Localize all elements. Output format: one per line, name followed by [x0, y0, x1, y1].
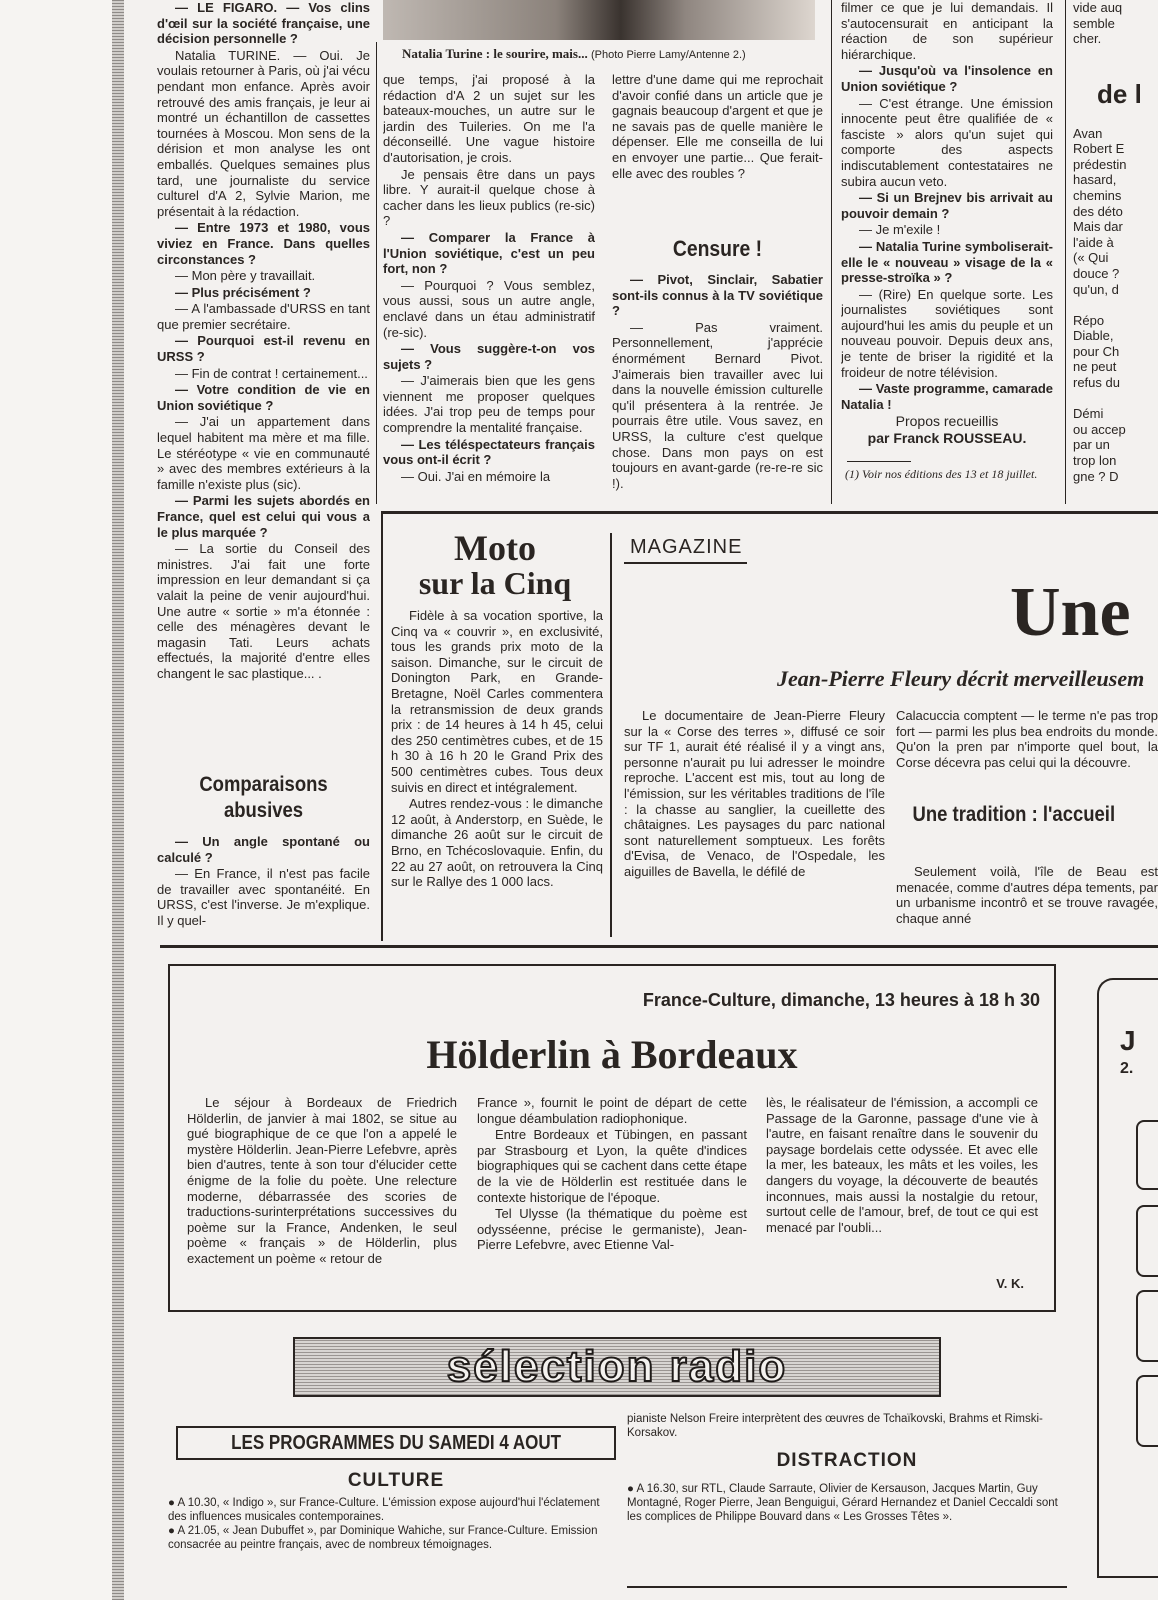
- magazine-column-1-text: Le documentaire de Jean-Pierre Fleury sur la « Corse des terres », diffusé ce soir sur TF 1, aurait été réalisé il y a vingt ans, personne n'aurait pu lui adresser le moindre reproche. L'accent est mis, tout au long de l'émission, sur les véritables traditions de l'île : la chasse au sanglier, la cueillette des châtaignes. Les paysages du parc national sont naturellement somptueux. Les forêts d'Evisa, de Venaco, de l'Ospedale, les aiguilles de Bavella, le défilé de: [624, 708, 885, 879]
- interview-question: — Pourquoi est-il revenu en URSS ?: [157, 333, 370, 365]
- edge-line: [1073, 47, 1158, 63]
- caption-credit: (Photo Pierre Lamy/Antenne 2.): [590, 49, 746, 61]
- interview-answer: — J'ai un appartement dans lequel habitent ma mère et ma fille. Le stéréotype « vie en communauté » avec des membres extérieurs à la famille n'existe plus (sic).: [157, 414, 370, 492]
- edge-line: (« Qui: [1073, 250, 1109, 266]
- magazine-subhead: Une tradition : l'accueil: [912, 803, 1116, 826]
- magazine-column-2b-text: Seulement voilà, l'île de Beau est menacée, comme d'autres dépa tements, par un urbanisme incontrô et se trouve ravagée, chaque anné: [896, 864, 1158, 926]
- interview-answer: — J'aimerais bien que les gens viennent me proposer quelques idées. J'ai trop peu de temps pour comprendre la mentalité française.: [383, 373, 595, 436]
- footnote-rule: [847, 461, 911, 462]
- interview-question: — Les téléspectateurs français vous ont-il écrit ?: [383, 436, 595, 468]
- photo-caption: [402, 46, 832, 62]
- interview-answer: — C'est étrange. Une émission innocente peut être qualifiée de « fasciste » alors qu'un sujet qui comporte des aspects indiscutablement contestataires ne subira aucun veto.: [841, 95, 1053, 189]
- holderlin-column-2b: Entre Bordeaux et Tübingen, en passant par Strasbourg et Lyon, la quête d'indices biographiques qui se cachent dans cette étape de la vie de Hölderlin est restituée dans le contexte historique de l'époque.: [477, 1127, 747, 1205]
- edge-line: [1073, 110, 1158, 126]
- edge-line: vide auq: [1073, 0, 1123, 15]
- distraction-label: DISTRACTION: [776, 1450, 918, 1471]
- right-box-letter: J: [1120, 1025, 1136, 1056]
- edge-line: Répo: [1073, 312, 1105, 328]
- byline-line-2: par Franck ROUSSEAU.: [867, 430, 1027, 446]
- interview-question: — Entre 1973 et 1980, vous viviez en France. Dans quelles circonstances ?: [157, 220, 370, 267]
- edge-line: gne ? D: [1073, 468, 1119, 484]
- subhead-comparaisons: Comparaisons abusives: [199, 773, 328, 822]
- edge-line: l'aide à: [1073, 234, 1114, 250]
- edge-line: trop lon: [1073, 453, 1117, 469]
- edge-line: Mais dar: [1073, 219, 1123, 235]
- distraction-item: ● A 16.30, sur RTL, Claude Sarraute, Olivier de Kersauson, Jacques Martin, Guy Montagné, Roger Pierre, Jean Benguigui, Gérard Hernandez et Daniel Ceccaldi sont les complices de Philippe Bouvard dans « Les Grosses Têtes ».: [627, 1483, 1058, 1523]
- interview-question: — Vaste programme, camarade Natalia !: [841, 381, 1053, 412]
- interview-question: — LE FIGARO. — Vos clins d'œil sur la société française, une décision personnelle ?: [157, 0, 370, 47]
- edge-line: [1073, 62, 1158, 78]
- edge-line: par un: [1073, 437, 1110, 453]
- interview-column-1b: [157, 834, 370, 934]
- edge-line: semble: [1073, 15, 1115, 31]
- edge-line: Avan: [1073, 125, 1103, 141]
- right-box-number: 2.: [1120, 1060, 1134, 1077]
- moto-paragraph: Autres rendez-vous : le dimanche 12 août, à Anderstorp, en Suède, le dimanche 26 août sur le circuit de Brno, en Tchécoslovaquie. Enfin, du 22 au 27 août, on retrouvera la Cinq sur le Rallye des 1 000 lacs.: [391, 796, 603, 890]
- programmes-title: LES PROGRAMMES DU SAMEDI 4 AOUT: [231, 1431, 561, 1454]
- edge-line: pour Ch: [1073, 343, 1120, 359]
- column-rule: [610, 533, 612, 937]
- interview-question: — Parmi les sujets abordés en France, quel est celui qui vous a le plus marquée ?: [157, 493, 370, 540]
- section-rule: [160, 945, 1158, 948]
- interview-answer: Je pensais être dans un pays libre. Y aurait-il quelque chose à cacher dans les lieux publics (re-sic) ?: [383, 166, 595, 229]
- interview-column-3b: [612, 272, 823, 504]
- edge-line: refus du: [1073, 375, 1120, 391]
- subhead-censure: Censure !: [672, 236, 763, 261]
- edge-line: hasard,: [1073, 172, 1117, 188]
- column-rule: [1065, 0, 1066, 504]
- interview-question: — Vous suggère-t-on vos sujets ?: [383, 341, 595, 372]
- interview-byline: [841, 413, 1053, 449]
- selection-radio-title: sélection radio: [446, 1342, 788, 1391]
- radio-bottom-rule: [627, 1586, 1067, 1588]
- interview-question: — Votre condition de vie en Union soviétique ?: [157, 382, 370, 413]
- right-box-tab: [1136, 1205, 1158, 1277]
- interview-photo: [383, 0, 815, 40]
- magazine-label: MAGAZINE: [630, 536, 743, 558]
- page-margin: [0, 0, 112, 1600]
- interview-column-2: [383, 72, 595, 504]
- magazine-column-2: [896, 708, 1158, 772]
- section-rule-left: [381, 511, 383, 941]
- holderlin-column-2c: Tel Ulysse (la thématique du poème est odysséenne, précise le germaniste), Jean-Pierre Lefebvre, avec Etienne Val-: [477, 1206, 747, 1253]
- magazine-column-2-text: Calacuccia comptent — le terme n'e pas trop fort — parmi les plus bea endroits du monde. Qu'on la pren par n'importe quel bout, la Corse décevra pas celui qui la découvre.: [896, 708, 1158, 770]
- holderlin-signature: V. K.: [996, 1276, 1024, 1291]
- moto-article: [391, 608, 603, 934]
- right-box-tab: [1136, 1120, 1158, 1190]
- edge-line: qu'un, d: [1073, 281, 1119, 297]
- interview-answer: — Oui. J'ai en mémoire la: [401, 468, 551, 484]
- holderlin-column-3-text: lès, le réalisateur de l'émission, a accompli ce Passage de la Garonne, passage d'une vie à l'autre, en faisant renaître dans le souvenir du paysage bordelais cette odyssée. Et avec elle la mer, les bateaux, les mâts et les voiles, les dangers du voyage, la découverte de beautés inconnues, mais aussi la nostalgie du retour, surtout celle de l'amour, bref, de tout ce qui est menacé par l'oubli...: [766, 1095, 1038, 1235]
- right-box-tab: [1136, 1290, 1158, 1362]
- caption-text: Natalia Turine : le sourire, mais...: [402, 46, 588, 61]
- magazine-headline: Une: [1010, 574, 1131, 651]
- interview-answer: filmer ce que je lui demandais. Il s'autocensurait en anticipant la réaction de son supérieur hiérarchique.: [841, 0, 1053, 62]
- interview-column-3: [612, 72, 823, 228]
- edge-line: Diable,: [1073, 328, 1114, 344]
- interview-answer: — Fin de contrat ! certainement...: [175, 365, 368, 381]
- edge-line: des déto: [1073, 203, 1123, 219]
- edge-line: [1073, 391, 1158, 407]
- halftone-strip: [112, 0, 124, 1600]
- magazine-column-2b: [896, 864, 1158, 928]
- interview-column-4: [841, 0, 1053, 414]
- holderlin-kicker: France-Culture, dimanche, 13 heures à 18 h 30: [642, 990, 1040, 1010]
- interview-question: — Plus précisément ?: [175, 284, 311, 300]
- interview-answer: — (Rire) En quelque sorte. Les journalistes soviétiques sont aujourd'hui les amis du peuple et un nouveau pouvoir. Depuis deux ans, je tente de briser la rigidité et la froideur de notre télévision.: [841, 286, 1053, 380]
- edge-line: ou accep: [1073, 421, 1126, 437]
- interview-answer: — Mon père y travaillait.: [175, 268, 316, 284]
- edge-line: ne peut: [1073, 359, 1117, 375]
- interview-answer: — Pas vraiment. Personnellement, j'apprécie énormément Bernard Pivot. J'aimerais bien travailler avec lui dans la nouvelle émission culturelle qu'il présentera à la rentrée. Je pourrais être utile. Vous savez, en URSS, la culture c'est quelque chose. Dans mon pays on est toujours en avant-garde (re-re-re sic !).: [612, 319, 823, 491]
- holderlin-title: Hölderlin à Bordeaux: [426, 1032, 798, 1077]
- interview-answer: — A l'ambassade d'URSS en tant que premier secrétaire.: [157, 301, 370, 332]
- moto-paragraph: Fidèle à sa vocation sportive, la Cinq va « couvrir », en exclusivité, tous les grands prix moto de la saison. Dimanche, sur le circuit de Donington Park, en Grande-Bretagne, Noël Carles commentera la retransmission de deux grands prix : de 14 heures à 14 h 45, celui des 250 centimètres cubes, et de 15 h 30 à 16 h 20 le Grand Prix des 500 centimètres cubes. Tous deux suivis en direct et intégralement.: [391, 608, 603, 795]
- programmes-header: [176, 1426, 616, 1460]
- interview-question: — Un angle spontané ou calculé ?: [157, 834, 370, 865]
- edge-line: chemins: [1073, 187, 1122, 203]
- interview-answer: que temps, j'ai proposé à la rédaction d'A 2 un sujet sur les bateaux-mouches, un autre sur le jardin des Tuileries. On me l'a déconseillé. Une vague histoire d'autorisation, je crois.: [383, 72, 595, 165]
- interview-question: — Jusqu'où va l'insolence en Union soviétique ?: [841, 63, 1053, 94]
- holderlin-column-1-text: Le séjour à Bordeaux de Friedrich Hölderlin, de janvier à mai 1802, se situe au gué biographique de ce que l'on a appelé le mystère Hölderlin. Jean-Pierre Lefebvre, après bien d'autres, tente à son tour d'élucider cette énigme de la folie du poète. Une relecture moderne, débarrassée des scories de traductions-surinterprétations successives du poème sur la France, Andenken, le seul poème « français » de Hölderlin, plus exactement un poème « retour de: [187, 1095, 457, 1266]
- edge-line: douce ?: [1073, 265, 1120, 281]
- column-rule: [831, 0, 832, 504]
- holderlin-column-2: [477, 1095, 747, 1300]
- edge-line: prédestin: [1073, 156, 1127, 172]
- culture-item: ● A 21.05, « Jean Dubuffet », par Dominique Wahiche, sur France-Culture. Emission consacrée au peintre français, avec de nombreux témoignages.: [168, 1525, 598, 1551]
- interview-question: — Si un Brejnev bis arrivait au pouvoir demain ?: [841, 190, 1053, 221]
- culture-list: [168, 1496, 618, 1588]
- moto-title-line-2: sur la Cinq: [418, 565, 572, 601]
- magazine-rule: [624, 562, 747, 564]
- right-box-tab: [1136, 1375, 1158, 1447]
- interview-question: — Comparer la France à l'Union soviétique, c'est un peu fort, non ?: [383, 229, 595, 277]
- radio-right-intro: pianiste Nelson Freire interprètent des œuvres de Tchaïkovski, Brahms et Rimski-Korsakov.: [627, 1413, 1043, 1439]
- magazine-column-1: [624, 708, 885, 936]
- interview-answer: — En France, il n'est pas facile de travailler avec spontanéité. En URSS, c'est l'inverse. Je m'explique. Il y quel-: [157, 866, 370, 928]
- interview-answer: — La sortie du Conseil des ministres. J'ai fait une forte impression en leur demandant si ça valait la peine de venir aujourd'hui. Une autre « sortie » m'a étonnée : celle des ménagères devant le magasin Tati. Leurs achats effectués, la majorité d'entre elles changent le sac plastique... .: [157, 541, 370, 681]
- column-rule: [376, 42, 377, 504]
- selection-radio-banner: [293, 1337, 941, 1397]
- interview-question: — Pivot, Sinclair, Sabatier sont-ils connus à la TV soviétique ?: [612, 272, 823, 319]
- interview-question: — Natalia Turine symboliserait-elle le « nouveau » visage de la « presse-stroïka » ?: [841, 238, 1053, 286]
- section-rule: [381, 511, 1158, 514]
- interview-answer: lettre d'une dame qui me reprochait d'avoir confié dans un article que je gagnais beaucoup d'argent et que je ne savais pas de quelle manière le dépenser. Elle me conseilla de lui en envoyer une partie... Que ferait-elle avec des roubles ?: [612, 72, 823, 181]
- edge-line: Démi: [1073, 406, 1104, 422]
- edge-line: de l: [1097, 78, 1142, 109]
- right-edge-column: [1073, 0, 1158, 504]
- magazine-deck: Jean-Pierre Fleury décrit merveilleusem: [777, 666, 1145, 691]
- interview-column-1: [157, 0, 370, 760]
- interview-footnote: (1) Voir nos éditions des 13 et 18 juillet.: [845, 467, 1038, 481]
- interview-answer: Natalia TURINE. — Oui. Je voulais retourner à Paris, où j'ai vécu pendant mon enfance. Après avoir retrouvé des amis français, je leur ai montré un échantillon de cassettes tournées à Moscou. Mon sens de la dérision et mon analyse les ont emballés. Quelques semaines plus tard, une journaliste du service culturel d'A 2, Sylvie Marion, me présentait à la rédaction.: [157, 47, 370, 219]
- edge-line: cher.: [1073, 31, 1102, 47]
- culture-label: CULTURE: [347, 1470, 445, 1491]
- edge-line: [1073, 297, 1158, 313]
- holderlin-column-2a: France », fournit le point de départ de cette longue déambulation radiophonique.: [477, 1095, 747, 1126]
- moto-title-line-1: Moto: [454, 528, 536, 568]
- interview-answer: — Je m'exile !: [859, 222, 941, 238]
- holderlin-column-1: [187, 1095, 457, 1300]
- byline-line-1: Propos recueillis: [895, 413, 999, 429]
- culture-item: ● A 10.30, « Indigo », sur France-Culture. L'émission expose aujourd'hui l'éclatement des influences musicales contemporaines.: [168, 1497, 600, 1523]
- interview-answer: — Pourquoi ? Vous semblez, vous aussi, sous un autre angle, enclavé dans un étau administratif (re-sic).: [383, 277, 595, 340]
- edge-line: Robert E: [1073, 141, 1125, 157]
- holderlin-column-3: [766, 1095, 1038, 1270]
